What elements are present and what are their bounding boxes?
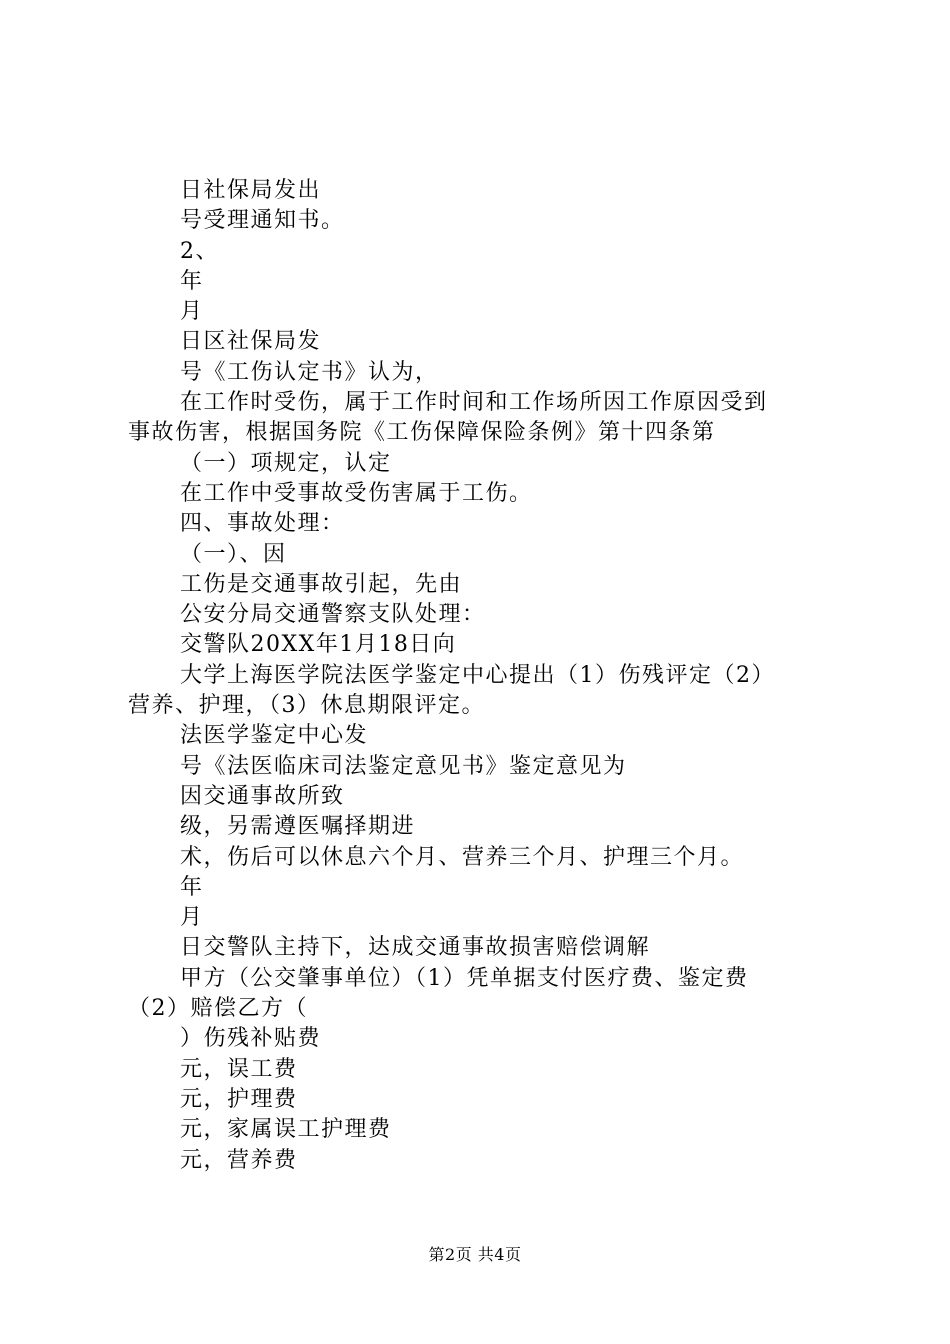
page-indicator: 第2页 共4页 <box>428 1245 522 1264</box>
text-line: 元，误工费 <box>180 1056 298 1082</box>
text-line: 四、事故处理： <box>180 511 345 537</box>
page-footer <box>0 1242 950 1265</box>
text-line: 在工作中受事故受伤害属于工伤。 <box>180 480 533 506</box>
text-line: 日交警队主持下，达成交通事故损害赔偿调解 <box>180 935 651 961</box>
text-line: 月 <box>180 299 204 325</box>
text-line: 元，护理费 <box>180 1086 298 1112</box>
text-line: 年 <box>180 268 204 294</box>
text-line: 号《法医临床司法鉴定意见书》鉴定意见为 <box>180 753 627 779</box>
text-line: 级，另需遵医嘱择期进 <box>180 814 416 840</box>
text-line: 公安分局交通警察支队处理： <box>180 602 486 628</box>
text-line: ）伤残补贴费 <box>180 1026 322 1052</box>
text-line: （一）、因 <box>180 541 287 567</box>
text-line: 号受理通知书。 <box>180 208 345 234</box>
text-line: 营养、护理，（3）休息期限评定。 <box>128 693 485 719</box>
document-body <box>128 176 840 1176</box>
text-line: 术，伤后可以休息六个月、营养三个月、护理三个月。 <box>180 844 745 870</box>
text-line: 年 <box>180 874 204 900</box>
text-line: 因交通事故所致 <box>180 783 345 809</box>
text-line: 日区社保局发 <box>180 329 322 355</box>
text-line: （2）赔偿乙方（ <box>128 996 308 1022</box>
text-line: 日社保局发出 <box>180 178 322 203</box>
text-line: 月 <box>180 905 204 931</box>
text-line: 元，家属误工护理费 <box>180 1117 392 1143</box>
text-line: 交警队20XX年1月18日向 <box>180 632 457 658</box>
text-line: 工伤是交通事故引起，先由 <box>180 571 463 597</box>
text-line: 号《工伤认定书》认为， <box>180 359 439 385</box>
text-line: 2、 <box>180 238 219 264</box>
text-line: 甲方（公交肇事单位）（1）凭单据支付医疗费、鉴定费 <box>180 965 749 991</box>
text-line: 元，营养费 <box>180 1147 298 1173</box>
text-line: 在工作时受伤，属于工作时间和工作场所因工作原因受到 <box>180 390 768 416</box>
text-line: 法医学鉴定中心发 <box>180 723 369 749</box>
text-line: 事故伤害，根据国务院《工伤保障保险条例》第十四条第 <box>128 420 716 446</box>
text-line: （一）项规定，认定 <box>180 450 392 476</box>
text-line: 大学上海医学院法医学鉴定中心提出（1）伤残评定（2） <box>180 662 775 688</box>
